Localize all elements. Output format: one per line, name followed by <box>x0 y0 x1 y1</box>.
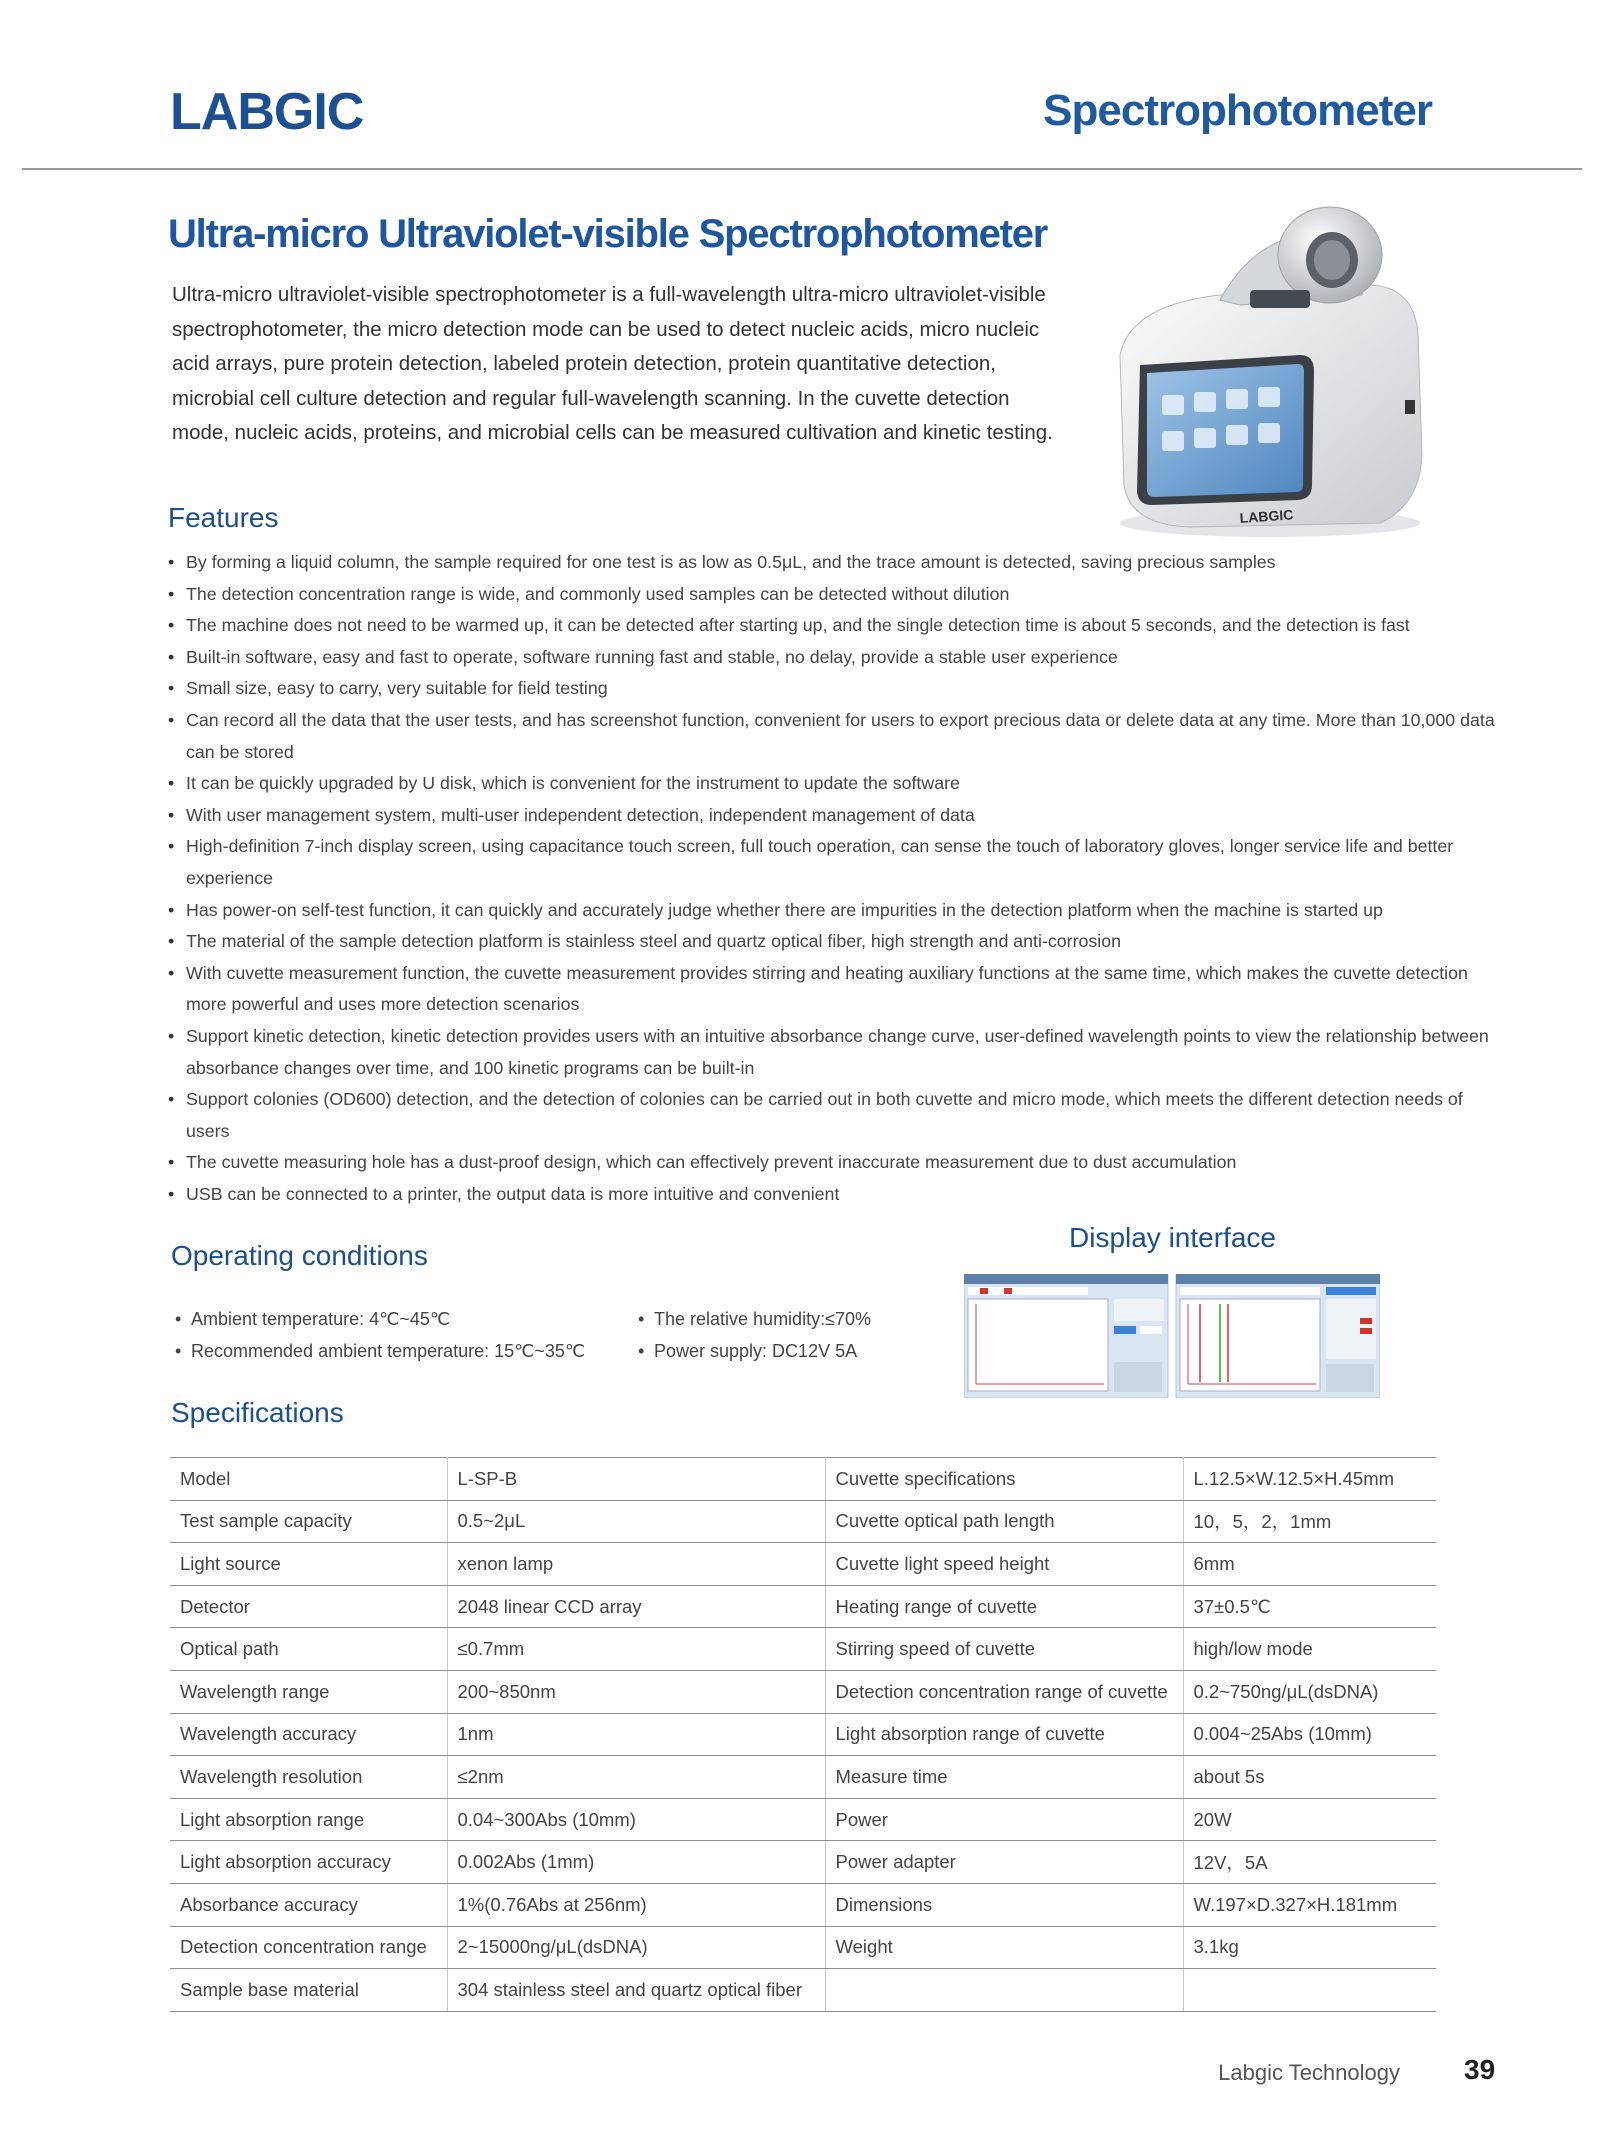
page-number: 39 <box>1464 2054 1496 2085</box>
spec-label: Weight <box>825 1926 1183 1969</box>
spec-value: 6mm <box>1183 1543 1436 1586</box>
intro-line: Ultra-micro ultraviolet-visible spectrophotometer is a full-wavelength ultra-micro ultraviolet-visible <box>172 283 1046 306</box>
intro-line: acid arrays, pure protein detection, labeled protein detection, protein quantitative detection, <box>172 352 996 375</box>
spec-value: 0.002Abs (1mm) <box>447 1841 825 1884</box>
spec-label: Optical path <box>170 1628 447 1671</box>
spec-row <box>170 1926 1436 1969</box>
spec-value: L.12.5×W.12.5×H.45mm <box>1183 1458 1436 1501</box>
spec-value: 0.5~2μL <box>447 1500 825 1543</box>
spec-row <box>170 1670 1436 1713</box>
spec-value: W.197×D.327×H.181mm <box>1183 1883 1436 1926</box>
spec-label: Stirring speed of cuvette <box>825 1628 1183 1671</box>
spec-label: Test sample capacity <box>170 1500 447 1543</box>
spec-label: Dimensions <box>825 1883 1183 1926</box>
header-divider <box>22 168 1582 170</box>
spec-label: Detection concentration range <box>170 1926 447 1969</box>
spec-value: 200~850nm <box>447 1670 825 1713</box>
feature-item: • With cuvette measurement function, the cuvette measurement provides stirring and heating auxiliary functions at the same time, which makes the cuvette detection more powerful and uses more detection scenarios <box>168 958 1508 1021</box>
spec-label: Heating range of cuvette <box>825 1585 1183 1628</box>
spec-value: xenon lamp <box>447 1543 825 1586</box>
spec-row <box>170 1756 1436 1799</box>
spec-label: Model <box>170 1458 447 1501</box>
screenshot-left <box>964 1274 1168 1398</box>
spec-label: Cuvette light speed height <box>825 1543 1183 1586</box>
spec-value: 20W <box>1183 1798 1436 1841</box>
spec-value: 1%(0.76Abs at 256nm) <box>447 1883 825 1926</box>
operating-conditions-heading: Operating conditions <box>171 1240 428 1271</box>
feature-item: • With user management system, multi-user independent detection, independent management of data <box>168 800 1508 832</box>
page-title: Ultra-micro Ultraviolet-visible Spectrophotometer <box>168 212 1048 256</box>
display-interface-screenshots <box>964 1274 1380 1398</box>
spec-value: 0.004~25Abs (10mm) <box>1183 1713 1436 1756</box>
feature-item: • The machine does not need to be warmed up, it can be detected after starting up, and the single detection time is about 5 seconds, and the detection is fast <box>168 610 1508 642</box>
condition-item: • Power supply: DC12V 5A <box>638 1335 871 1367</box>
spec-label: Power adapter <box>825 1841 1183 1884</box>
footer-company: Labgic Technology <box>1218 2060 1400 2085</box>
spec-value: high/low mode <box>1183 1628 1436 1671</box>
spec-label: Detection concentration range of cuvette <box>825 1670 1183 1713</box>
brand-logo: LABGIC <box>170 83 364 141</box>
display-interface-heading: Display interface <box>1069 1222 1276 1253</box>
spec-row <box>170 1883 1436 1926</box>
spec-value: 2048 linear CCD array <box>447 1585 825 1628</box>
spec-row <box>170 1713 1436 1756</box>
feature-item: • Small size, easy to carry, very suitable for field testing <box>168 673 1508 705</box>
spec-label: Light absorption range of cuvette <box>825 1713 1183 1756</box>
spec-label: Cuvette specifications <box>825 1458 1183 1501</box>
spec-row <box>170 1458 1436 1501</box>
spec-label: Light absorption range <box>170 1798 447 1841</box>
product-image <box>1100 205 1430 545</box>
spec-row <box>170 1969 1436 2012</box>
spec-label: Absorbance accuracy <box>170 1883 447 1926</box>
feature-item: • Built-in software, easy and fast to operate, software running fast and stable, no delay, provide a stable user experience <box>168 642 1508 674</box>
spec-value: 37±0.5℃ <box>1183 1585 1436 1628</box>
features-list <box>168 547 1508 1210</box>
feature-item: • It can be quickly upgraded by U disk, which is convenient for the instrument to update the software <box>168 768 1508 800</box>
feature-item: • Can record all the data that the user tests, and has screenshot function, convenient for users to export precious data or delete data at any time. More than 10,000 data can be stored <box>168 705 1508 768</box>
spec-value: ≤2nm <box>447 1756 825 1799</box>
spec-value: 1nm <box>447 1713 825 1756</box>
spec-value: 3.1kg <box>1183 1926 1436 1969</box>
intro-paragraph <box>172 278 1162 451</box>
spec-value: 304 stainless steel and quartz optical fiber <box>447 1969 825 2012</box>
specifications-table <box>170 1457 1436 2012</box>
spec-value: 0.04~300Abs (10mm) <box>447 1798 825 1841</box>
features-heading: Features <box>168 502 279 533</box>
spec-value <box>1183 1969 1436 2012</box>
svg-text:LABGIC: LABGIC <box>1239 506 1294 526</box>
spec-value: 10，5，2，1mm <box>1183 1500 1436 1543</box>
spec-label: Cuvette optical path length <box>825 1500 1183 1543</box>
condition-item: • Ambient temperature: 4℃~45℃ <box>175 1303 585 1335</box>
spec-label <box>825 1969 1183 2012</box>
spec-value: about 5s <box>1183 1756 1436 1799</box>
spec-label: Light source <box>170 1543 447 1586</box>
feature-item: • The material of the sample detection platform is stainless steel and quartz optical fiber, high strength and anti-corrosion <box>168 926 1508 958</box>
feature-item: • Support kinetic detection, kinetic detection provides users with an intuitive absorbance change curve, user-defined wavelength points to view the relationship between absorbance changes over time, and 100 kinetic programs can be built-in <box>168 1021 1508 1084</box>
operating-conditions-right <box>638 1303 871 1367</box>
spec-row <box>170 1798 1436 1841</box>
spec-value: ≤0.7mm <box>447 1628 825 1671</box>
feature-item: • The detection concentration range is wide, and commonly used samples can be detected without dilution <box>168 579 1508 611</box>
intro-line: spectrophotometer, the micro detection mode can be used to detect nucleic acids, micro nucleic <box>172 317 1040 341</box>
spec-label: Wavelength range <box>170 1670 447 1713</box>
feature-item: • Has power-on self-test function, it can quickly and accurately judge whether there are impurities in the detection platform when the machine is started up <box>168 895 1508 927</box>
spec-value: 12V，5A <box>1183 1841 1436 1884</box>
spec-label: Sample base material <box>170 1969 447 2012</box>
operating-conditions-left <box>175 1303 585 1367</box>
intro-line: microbial cell culture detection and regular full-wavelength scanning. In the cuvette detection <box>172 386 1010 410</box>
spec-row <box>170 1585 1436 1628</box>
condition-item: • The relative humidity:≤70% <box>638 1303 871 1335</box>
screenshot-right <box>1176 1274 1380 1398</box>
spec-value: L-SP-B <box>447 1458 825 1501</box>
condition-item: • Recommended ambient temperature: 15℃~35℃ <box>175 1335 585 1367</box>
spec-label: Light absorption accuracy <box>170 1841 447 1884</box>
feature-item: • Support colonies (OD600) detection, and the detection of colonies can be carried out in both cuvette and micro mode, which meets the different detection needs of users <box>168 1084 1508 1147</box>
category-title: Spectrophotometer <box>1043 86 1432 135</box>
spec-value: 0.2~750ng/μL(dsDNA) <box>1183 1670 1436 1713</box>
feature-item: • By forming a liquid column, the sample required for one test is as low as 0.5μL, and the trace amount is detected, saving precious samples <box>168 547 1508 579</box>
spec-label: Measure time <box>825 1756 1183 1799</box>
spec-row <box>170 1543 1436 1586</box>
feature-item: • High-definition 7-inch display screen, using capacitance touch screen, full touch operation, can sense the touch of laboratory gloves, longer service life and better experience <box>168 831 1508 894</box>
spec-label: Wavelength accuracy <box>170 1713 447 1756</box>
spec-label: Power <box>825 1798 1183 1841</box>
spec-value: 2~15000ng/μL(dsDNA) <box>447 1926 825 1969</box>
spec-row <box>170 1628 1436 1671</box>
specifications-heading: Specifications <box>171 1397 344 1428</box>
spec-row <box>170 1841 1436 1884</box>
spec-label: Wavelength resolution <box>170 1756 447 1799</box>
feature-item: • The cuvette measuring hole has a dust-proof design, which can effectively prevent inaccurate measurement due to dust accumulation <box>168 1147 1508 1179</box>
intro-line: mode, nucleic acids, proteins, and microbial cells can be measured cultivation and kinetic testing. <box>172 421 1053 444</box>
feature-item: • USB can be connected to a printer, the output data is more intuitive and convenient <box>168 1179 1508 1211</box>
spec-label: Detector <box>170 1585 447 1628</box>
spec-row <box>170 1500 1436 1543</box>
